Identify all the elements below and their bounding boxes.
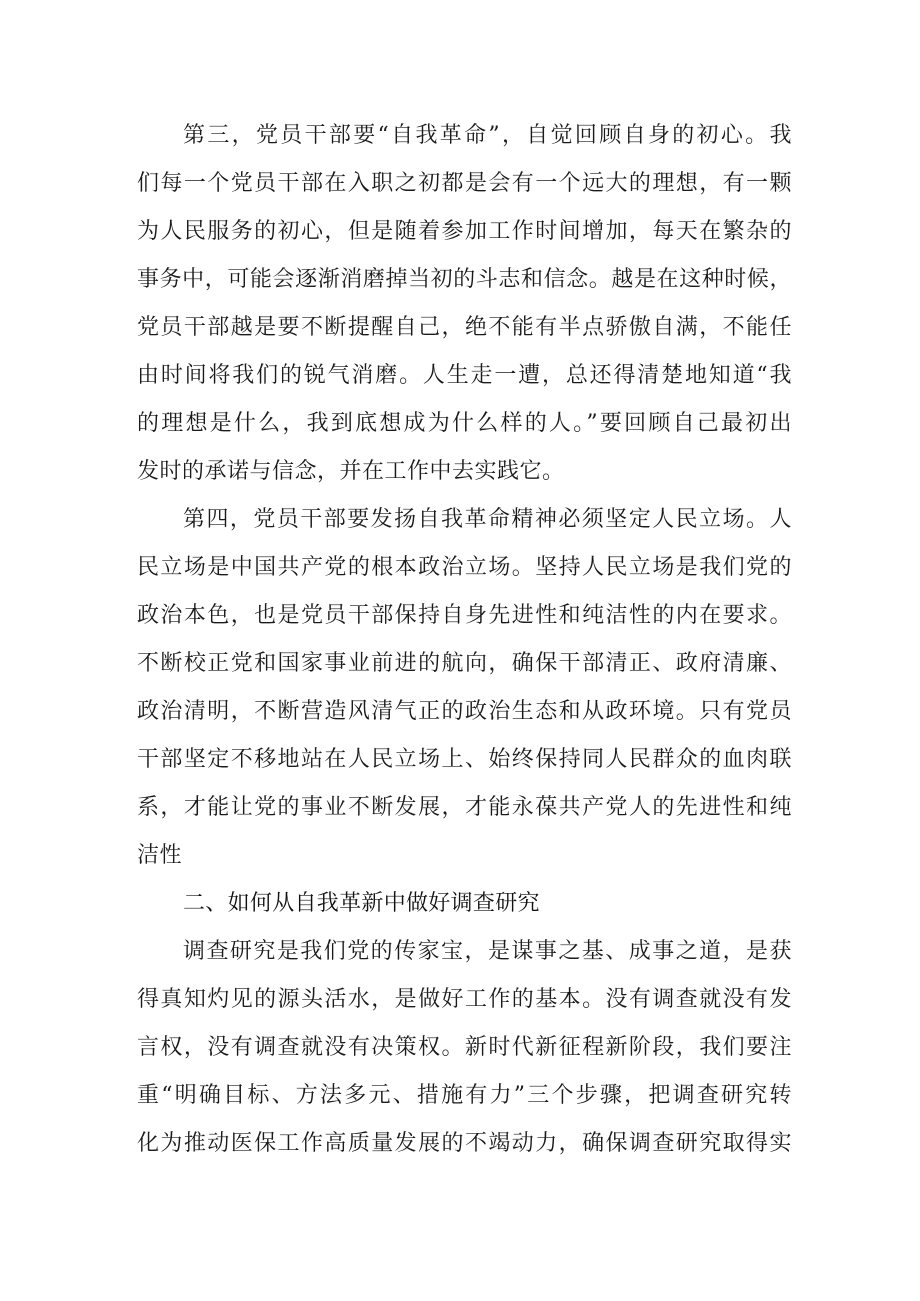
- para4-line-5: 政治清明，不断营造风清气正的政治生态和从政环境。只有党员: [137, 699, 792, 724]
- para4-line-7: 系，才能让党的事业不断发展，才能永葆共产党人的先进性和纯: [137, 795, 792, 820]
- para3-line-4: 事务中，可能会逐渐消磨掉当初的斗志和信念。越是在这种时候，: [137, 267, 792, 292]
- para3-line-2: 们每一个党员干部在入职之初都是会有一个远大的理想，有一颗: [137, 171, 792, 196]
- para3-line-8: 发时的承诺与信念，并在工作中去实践它。: [137, 459, 565, 484]
- para3-line-5: 党员干部越是要不断提醒自己，绝不能有半点骄傲自满，不能任: [137, 315, 792, 340]
- para4-line-1: 第四，党员干部要发扬自我革命精神必须坚定人民立场。人: [183, 507, 792, 532]
- section-heading: 二、如何从自我革新中做好调查研究: [183, 891, 540, 916]
- para4-line-2: 民立场是中国共产党的根本政治立场。坚持人民立场是我们党的: [137, 555, 792, 580]
- para3-line-1: 第三，党员干部要“自我革命”，自觉回顾自身的初心。我: [183, 123, 792, 148]
- para4-line-4: 不断校正党和国家事业前进的航向，确保干部清正、政府清廉、: [137, 651, 792, 676]
- para5-line-3: 言权，没有调查就没有决策权。新时代新征程新阶段，我们要注: [137, 1035, 792, 1060]
- para3-line-7: 的理想是什么，我到底想成为什么样的人。”要回顾自己最初出: [137, 411, 792, 436]
- para3-line-3: 为人民服务的初心，但是随着参加工作时间增加，每天在繁杂的: [137, 219, 792, 244]
- para5-line-1: 调查研究是我们党的传家宝，是谋事之基、成事之道，是获: [183, 939, 792, 964]
- para5-line-4: 重“明确目标、方法多元、措施有力”三个步骤，把调查研究转: [137, 1083, 792, 1108]
- para5-line-2: 得真知灼见的源头活水，是做好工作的基本。没有调查就没有发: [137, 987, 792, 1012]
- para3-line-6: 由时间将我们的锐气消磨。人生走一遭，总还得清楚地知道“我: [137, 363, 792, 388]
- para4-line-6: 干部坚定不移地站在人民立场上、始终保持同人民群众的血肉联: [137, 747, 792, 772]
- para4-line-8: 洁性: [137, 843, 183, 868]
- para4-line-3: 政治本色，也是党员干部保持自身先进性和纯洁性的内在要求。: [137, 603, 792, 628]
- para5-line-5: 化为推动医保工作高质量发展的不竭动力，确保调查研究取得实: [137, 1131, 792, 1156]
